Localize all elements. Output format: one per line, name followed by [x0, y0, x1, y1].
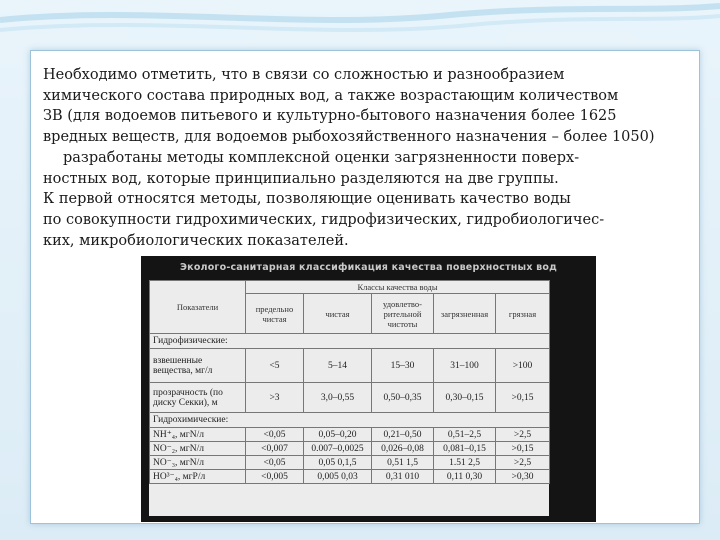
- row-name: NO⁻₃, мгN/л: [150, 456, 246, 470]
- cell: >3: [246, 383, 304, 413]
- text-line: ких, микробиологических показателей.: [43, 232, 349, 249]
- cell: 0,05–0,20: [304, 428, 372, 442]
- cell: 31–100: [434, 349, 496, 383]
- class-header: чистая: [304, 294, 372, 334]
- table-row: [150, 470, 550, 484]
- cell: <0,05: [246, 456, 304, 470]
- header-classes: Классы качества воды: [246, 281, 550, 294]
- text-line: Необходимо отметить, что в связи со сложностью и разнообразием: [43, 67, 565, 83]
- text-line: К первой относятся методы, позволяющие оценивать качество воды: [43, 191, 571, 208]
- cell: 0,50–0,35: [372, 383, 434, 413]
- section-label: Гидрофизические:: [150, 334, 550, 349]
- cell: >2,5: [496, 456, 550, 470]
- section-label: Гидрохимические:: [150, 413, 550, 428]
- cell: 5–14: [304, 349, 372, 383]
- cell: >2,5: [496, 428, 550, 442]
- row-name: NH⁺₄, мгN/л: [150, 428, 246, 442]
- body-text: [43, 65, 693, 251]
- cell: 0,11 0,30: [434, 470, 496, 484]
- table-row: [150, 442, 550, 456]
- text-line: химического состава природных вод, а также возрастающим количеством: [43, 87, 619, 104]
- text-line: по совокупности гидрохимических, гидрофизических, гидробиологичес-: [43, 211, 605, 228]
- class-header: загрязненная: [434, 294, 496, 334]
- classification-table: [149, 280, 549, 516]
- header-indicator: Показатели: [150, 281, 246, 334]
- class-header: грязная: [496, 294, 550, 334]
- cell: 1.51 2,5: [434, 456, 496, 470]
- cell: <5: [246, 349, 304, 383]
- text-line: ЗВ (для водоемов питьевого и культурно-бытового назначения более 1625: [43, 108, 617, 125]
- table-row: [150, 456, 550, 470]
- header-wave-decoration: [0, 0, 720, 50]
- cell: >100: [496, 349, 550, 383]
- slide-content: [30, 50, 700, 524]
- table-row: [150, 349, 550, 383]
- cell: 15–30: [372, 349, 434, 383]
- cell: 0,026–0,08: [372, 442, 434, 456]
- cell: >0,15: [496, 442, 550, 456]
- cell: 0,081–0,15: [434, 442, 496, 456]
- cell: >0,30: [496, 470, 550, 484]
- classification-table-image: [141, 256, 596, 522]
- cell: 0,51 1,5: [372, 456, 434, 470]
- cell: 3,0–0,55: [304, 383, 372, 413]
- row-name: NO⁻₂, мгN/л: [150, 442, 246, 456]
- cell: 0,005 0,03: [304, 470, 372, 484]
- cell: 0.007–0,0025: [304, 442, 372, 456]
- table-row: [150, 428, 550, 442]
- table-title: Эколого-санитарная классификация качества поверхностных вод: [180, 262, 557, 273]
- table-row: [150, 383, 550, 413]
- cell: <0,007: [246, 442, 304, 456]
- cell: 0,30–0,15: [434, 383, 496, 413]
- text-line: вредных веществ, для водоемов рыбохозяйственного назначения – более 1050): [43, 129, 655, 146]
- row-name: прозрачность (по диску Секки), м: [150, 383, 246, 413]
- text-line: разработаны методы комплексной оценки загрязненности поверх-: [63, 149, 580, 166]
- row-name: взвешенные вещества, мг/л: [150, 349, 246, 383]
- text-line: ностных вод, которые принципиально разделяются на две группы.: [43, 170, 559, 187]
- class-header: предельно чистая: [246, 294, 304, 334]
- cell: 0,51–2,5: [434, 428, 496, 442]
- row-name: HO³⁻₄, мгP/л: [150, 470, 246, 484]
- class-header: удовлетво-рительной чистоты: [372, 294, 434, 334]
- cell: 0,05 0,1,5: [304, 456, 372, 470]
- cell: >0,15: [496, 383, 550, 413]
- cell: <0,05: [246, 428, 304, 442]
- cell: <0,005: [246, 470, 304, 484]
- cell: 0,31 010: [372, 470, 434, 484]
- cell: 0,21–0,50: [372, 428, 434, 442]
